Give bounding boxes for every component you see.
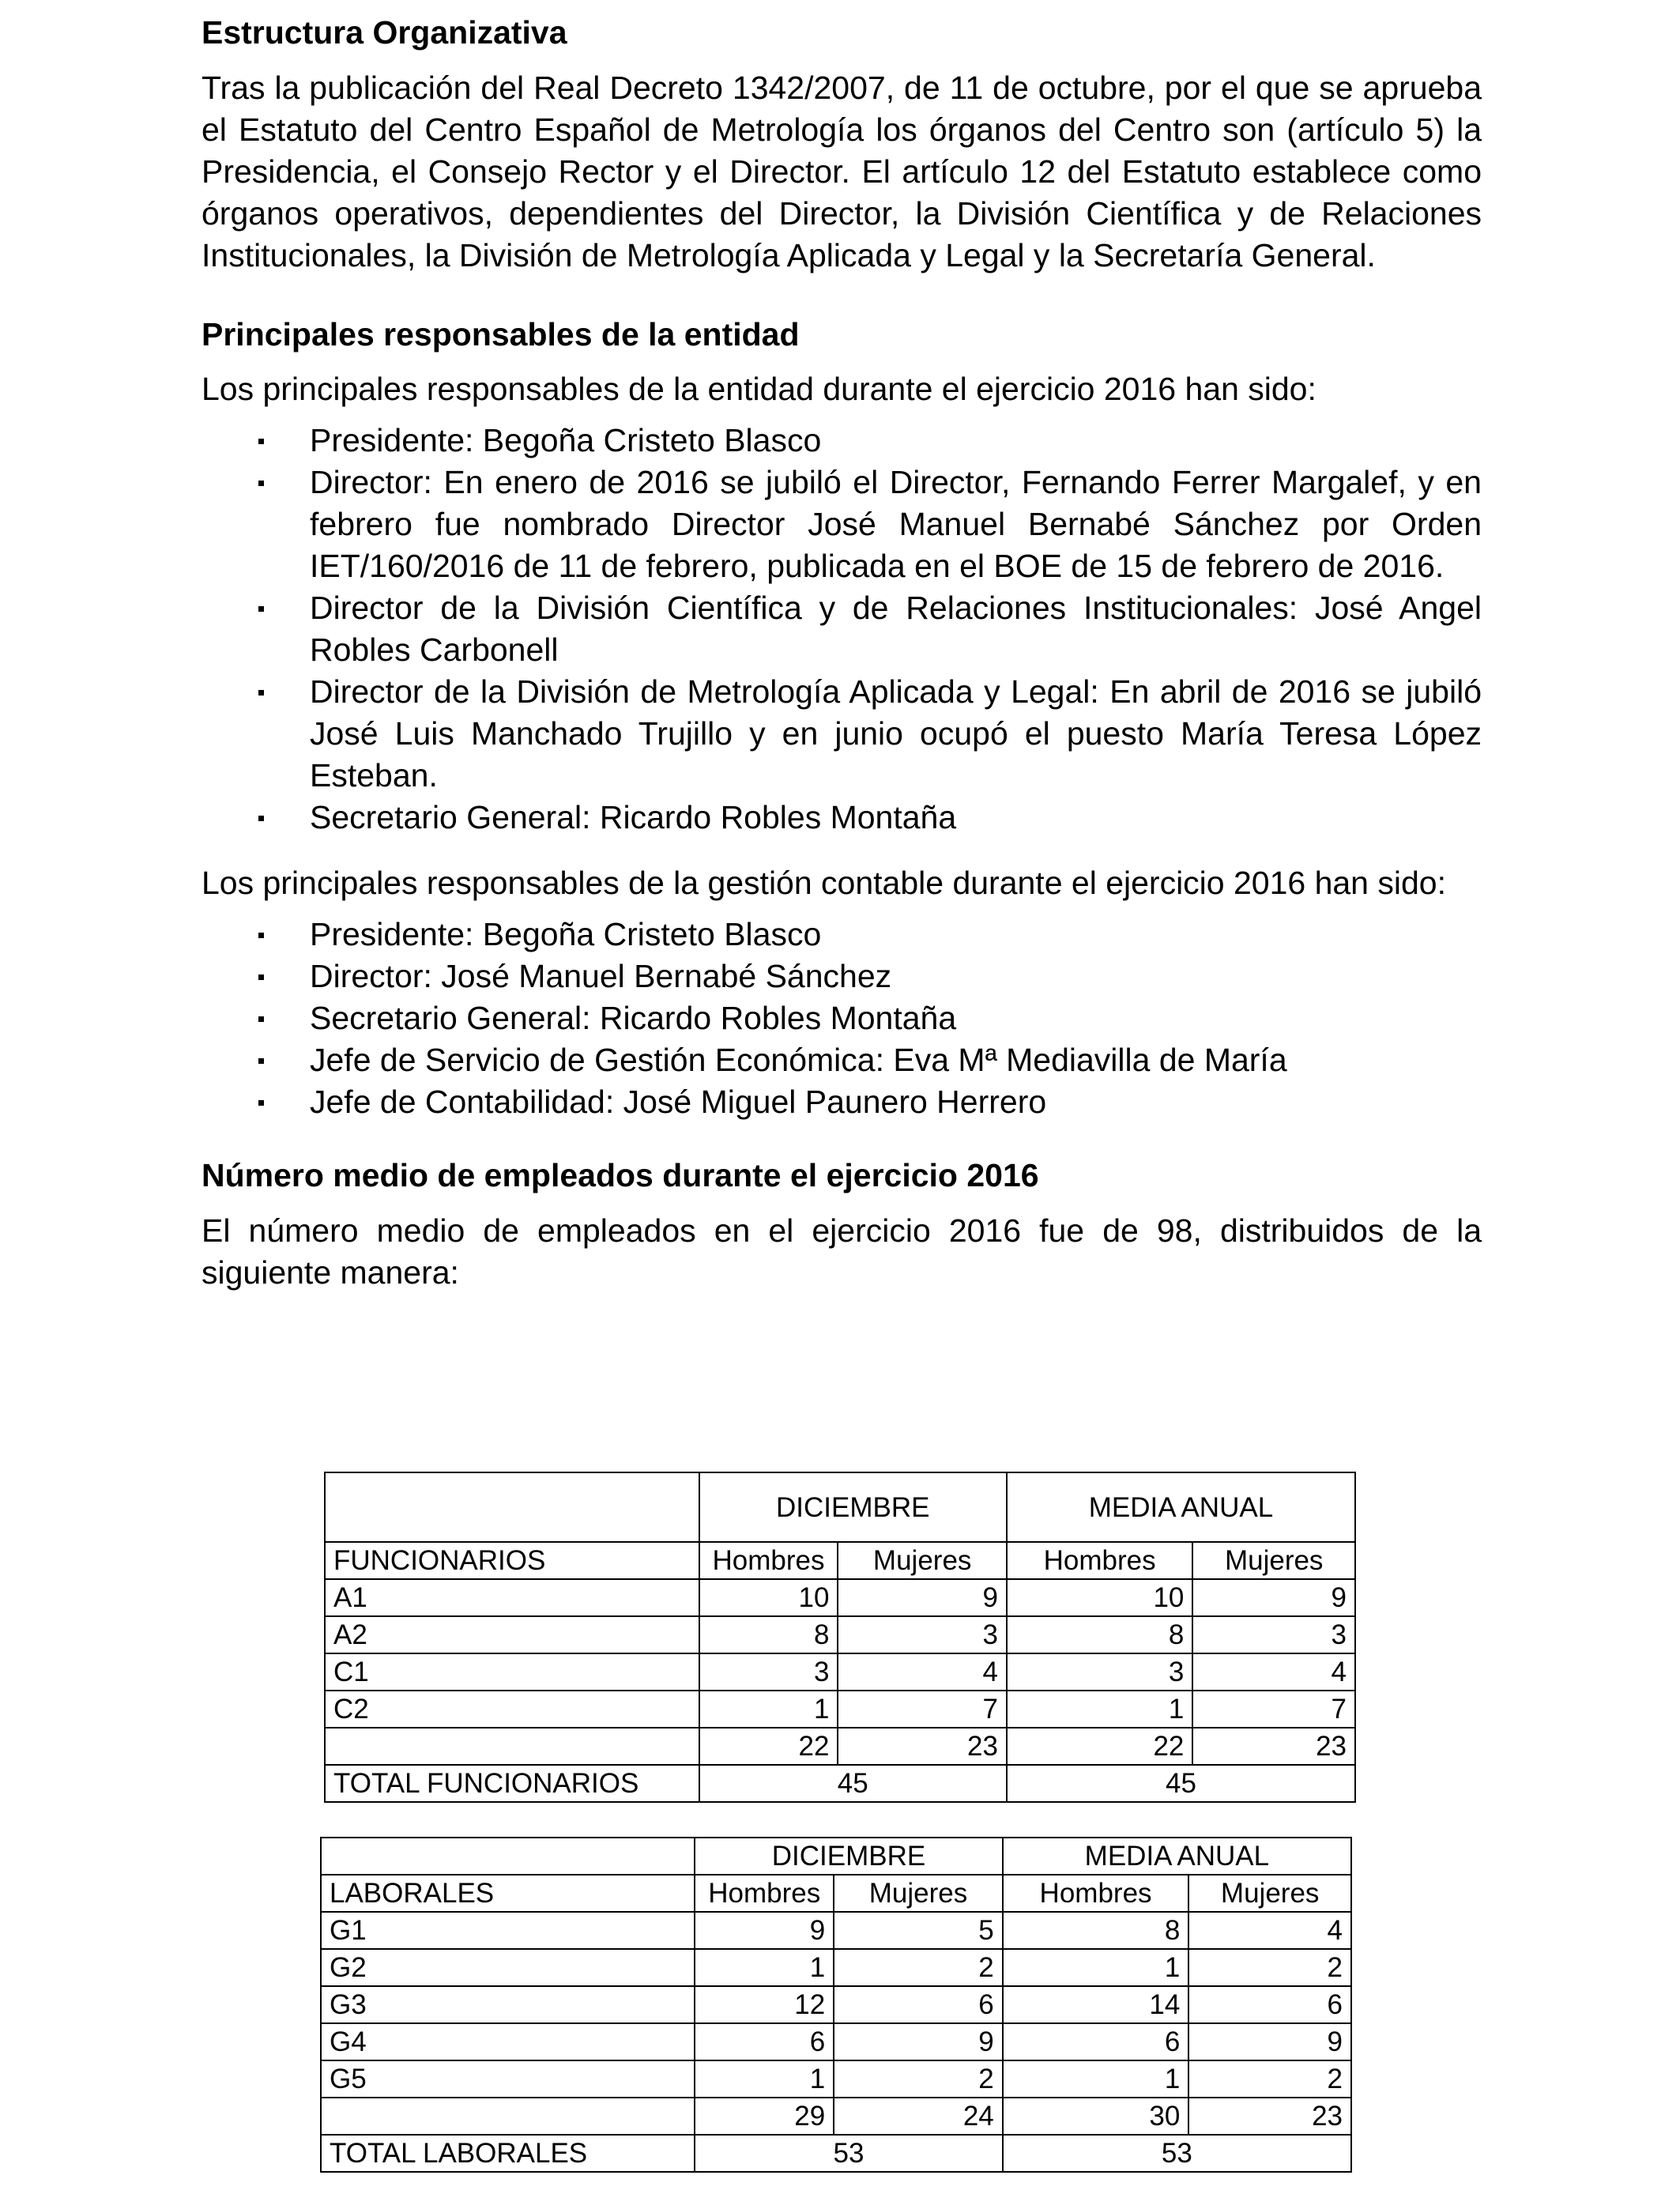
cell-value: 6 xyxy=(695,2023,834,2060)
subtotal-value: 23 xyxy=(1188,2098,1351,2135)
cell-value: 4 xyxy=(1188,1912,1351,1949)
table-row xyxy=(321,1986,1351,2023)
row-label-header: LABORALES xyxy=(321,1875,695,1912)
cell-value: 14 xyxy=(1003,1986,1189,2023)
bullet-icon xyxy=(258,933,264,938)
cell-value: 9 xyxy=(1192,1579,1355,1616)
intro-responsables: Los principales responsables de la entidad durante el ejercicio 2016 han sido: xyxy=(202,371,1317,407)
cell-value: 6 xyxy=(834,1986,1003,2023)
cell-value: 1 xyxy=(695,2060,834,2098)
cell-value: 3 xyxy=(1192,1616,1355,1653)
document-content xyxy=(202,0,1482,1294)
row-label: G3 xyxy=(321,1986,695,2023)
subtotal-value: 22 xyxy=(1007,1728,1192,1765)
subtotal-value: 30 xyxy=(1003,2098,1189,2135)
row-label: A1 xyxy=(325,1579,699,1616)
cell-value: 1 xyxy=(1003,1949,1189,1986)
subtotal-value: 23 xyxy=(838,1728,1007,1765)
table-subtotal-row xyxy=(321,2098,1351,2135)
total-value-diciembre: 45 xyxy=(699,1765,1007,1802)
table-row xyxy=(321,2023,1351,2060)
sub-header: Hombres xyxy=(1003,1875,1189,1912)
row-label: G1 xyxy=(321,1912,695,1949)
subtotal-value: 29 xyxy=(695,2098,834,2135)
bullet-icon xyxy=(258,481,264,486)
table-group-header-row xyxy=(325,1472,1355,1542)
table-corner-cell xyxy=(325,1472,699,1542)
cell-value: 6 xyxy=(1003,2023,1189,2060)
sub-header: Mujeres xyxy=(1188,1875,1351,1912)
bullet-icon xyxy=(258,974,264,980)
row-label-header: FUNCIONARIOS xyxy=(325,1542,699,1579)
cell-value: 7 xyxy=(838,1691,1007,1728)
bullet-icon xyxy=(258,690,264,696)
sub-header: Hombres xyxy=(1007,1542,1192,1579)
cell-value: 8 xyxy=(1007,1616,1192,1653)
table-subtotal-row xyxy=(325,1728,1355,1765)
cell-value: 7 xyxy=(1192,1691,1355,1728)
table-sub-header-row xyxy=(325,1542,1355,1579)
group-header-diciembre: DICIEMBRE xyxy=(695,1838,1003,1875)
list-gestion-contable xyxy=(202,914,1482,1123)
list-item: Presidente: Begoña Cristeto Blasco xyxy=(202,914,1482,956)
table-row xyxy=(321,2060,1351,2098)
table-row xyxy=(325,1579,1355,1616)
sub-header: Mujeres xyxy=(834,1875,1003,1912)
table-total-row xyxy=(325,1765,1355,1802)
total-value-media-anual: 53 xyxy=(1003,2135,1351,2172)
table-row xyxy=(321,1912,1351,1949)
cell-value: 4 xyxy=(1192,1653,1355,1691)
cell-value: 10 xyxy=(1007,1579,1192,1616)
cell-value: 3 xyxy=(699,1653,838,1691)
cell-value: 9 xyxy=(695,1912,834,1949)
list-item: Jefe de Servicio de Gestión Económica: Eva Mª Mediavilla de María xyxy=(202,1039,1482,1081)
cell-value: 1 xyxy=(1003,2060,1189,2098)
list-responsables xyxy=(202,420,1482,839)
cell-value: 8 xyxy=(1003,1912,1189,1949)
subtotal-label-cell xyxy=(321,2098,695,2135)
cell-value: 2 xyxy=(1188,2060,1351,2098)
bullet-icon xyxy=(258,1016,264,1022)
total-label: TOTAL FUNCIONARIOS xyxy=(325,1765,699,1802)
total-value-media-anual: 45 xyxy=(1007,1765,1355,1802)
list-item: Secretario General: Ricardo Robles Montaña xyxy=(202,997,1482,1039)
bullet-icon xyxy=(258,816,264,821)
cell-value: 9 xyxy=(838,1579,1007,1616)
cell-value: 1 xyxy=(699,1691,838,1728)
sub-header: Hombres xyxy=(695,1875,834,1912)
subtotal-value: 24 xyxy=(834,2098,1003,2135)
subtotal-value: 22 xyxy=(699,1728,838,1765)
cell-value: 2 xyxy=(834,1949,1003,1986)
row-label: C1 xyxy=(325,1653,699,1691)
table-sub-header-row xyxy=(321,1875,1351,1912)
list-item: Director de la División Científica y de Relaciones Institucionales: José Angel Robles Carbonell xyxy=(202,587,1482,671)
heading-empleados: Número medio de empleados durante el ejercicio 2016 xyxy=(202,1157,1039,1193)
sub-header: Mujeres xyxy=(1192,1542,1355,1579)
cell-value: 12 xyxy=(695,1986,834,2023)
table-row xyxy=(325,1616,1355,1653)
cell-value: 1 xyxy=(1007,1691,1192,1728)
cell-value: 5 xyxy=(834,1912,1003,1949)
group-header-media-anual: MEDIA ANUAL xyxy=(1003,1838,1351,1875)
heading-estructura: Estructura Organizativa xyxy=(202,14,567,51)
row-label: G4 xyxy=(321,2023,695,2060)
subtotal-label-cell xyxy=(325,1728,699,1765)
table-total-row xyxy=(321,2135,1351,2172)
group-header-diciembre: DICIEMBRE xyxy=(699,1472,1007,1542)
paragraph-empleados: El número medio de empleados en el ejercicio 2016 fue de 98, distribuidos de la siguiente manera: xyxy=(202,1212,1482,1291)
table-row xyxy=(321,1949,1351,1986)
cell-value: 8 xyxy=(699,1616,838,1653)
row-label: C2 xyxy=(325,1691,699,1728)
row-label: G2 xyxy=(321,1949,695,1986)
cell-value: 3 xyxy=(1007,1653,1192,1691)
paragraph-estructura: Tras la publicación del Real Decreto 1342/2007, de 11 de octubre, por el que se aprueba el Estatuto del Centro Español de Metrología los órganos del Centro son (artículo 5) la Presidencia, el Consejo Rector y el Director. El artículo 12 del Estatuto establece como órganos operativos, dependientes del Director, la División Científica y de Relaciones Institucionales, la División de Metrología Aplicada y Legal y la Secretaría General. xyxy=(202,70,1482,273)
total-label: TOTAL LABORALES xyxy=(321,2135,695,2172)
cell-value: 10 xyxy=(699,1579,838,1616)
heading-responsables: Principales responsables de la entidad xyxy=(202,316,800,352)
subtotal-value: 23 xyxy=(1192,1728,1355,1765)
list-item: Presidente: Begoña Cristeto Blasco xyxy=(202,420,1482,462)
total-value-diciembre: 53 xyxy=(695,2135,1003,2172)
cell-value: 9 xyxy=(1188,2023,1351,2060)
table-row xyxy=(325,1653,1355,1691)
bullet-icon xyxy=(258,439,264,444)
cell-value: 4 xyxy=(838,1653,1007,1691)
list-item: Secretario General: Ricardo Robles Montaña xyxy=(202,797,1482,839)
list-item: Director de la División de Metrología Aplicada y Legal: En abril de 2016 se jubiló José Luis Manchado Trujillo y en junio ocupó el puesto María Teresa López Esteban. xyxy=(202,671,1482,797)
row-label: G5 xyxy=(321,2060,695,2098)
bullet-icon xyxy=(258,606,264,612)
intro-gestion-contable: Los principales responsables de la gestión contable durante el ejercicio 2016 han sido: xyxy=(202,865,1446,901)
table-group-header-row xyxy=(321,1838,1351,1875)
cell-value: 2 xyxy=(1188,1949,1351,1986)
bullet-icon xyxy=(258,1058,264,1064)
group-header-media-anual: MEDIA ANUAL xyxy=(1007,1472,1355,1542)
table-corner-cell xyxy=(321,1838,695,1875)
table-row xyxy=(325,1691,1355,1728)
row-label: A2 xyxy=(325,1616,699,1653)
sub-header: Hombres xyxy=(699,1542,838,1579)
cell-value: 3 xyxy=(838,1616,1007,1653)
table-laborales xyxy=(320,1837,1352,2173)
table-funcionarios xyxy=(324,1472,1356,1803)
cell-value: 1 xyxy=(695,1949,834,1986)
sub-header: Mujeres xyxy=(838,1542,1007,1579)
list-item: Director: En enero de 2016 se jubiló el Director, Fernando Ferrer Margalef, y en febrero fue nombrado Director José Manuel Bernabé Sánchez por Orden IET/160/2016 de 11 de febrero, publicada en el BOE de 15 de febrero de 2016. xyxy=(202,462,1482,587)
cell-value: 2 xyxy=(834,2060,1003,2098)
list-item: Director: José Manuel Bernabé Sánchez xyxy=(202,956,1482,997)
bullet-icon xyxy=(258,1100,264,1106)
cell-value: 6 xyxy=(1188,1986,1351,2023)
list-item: Jefe de Contabilidad: José Miguel Paunero Herrero xyxy=(202,1081,1482,1123)
cell-value: 9 xyxy=(834,2023,1003,2060)
